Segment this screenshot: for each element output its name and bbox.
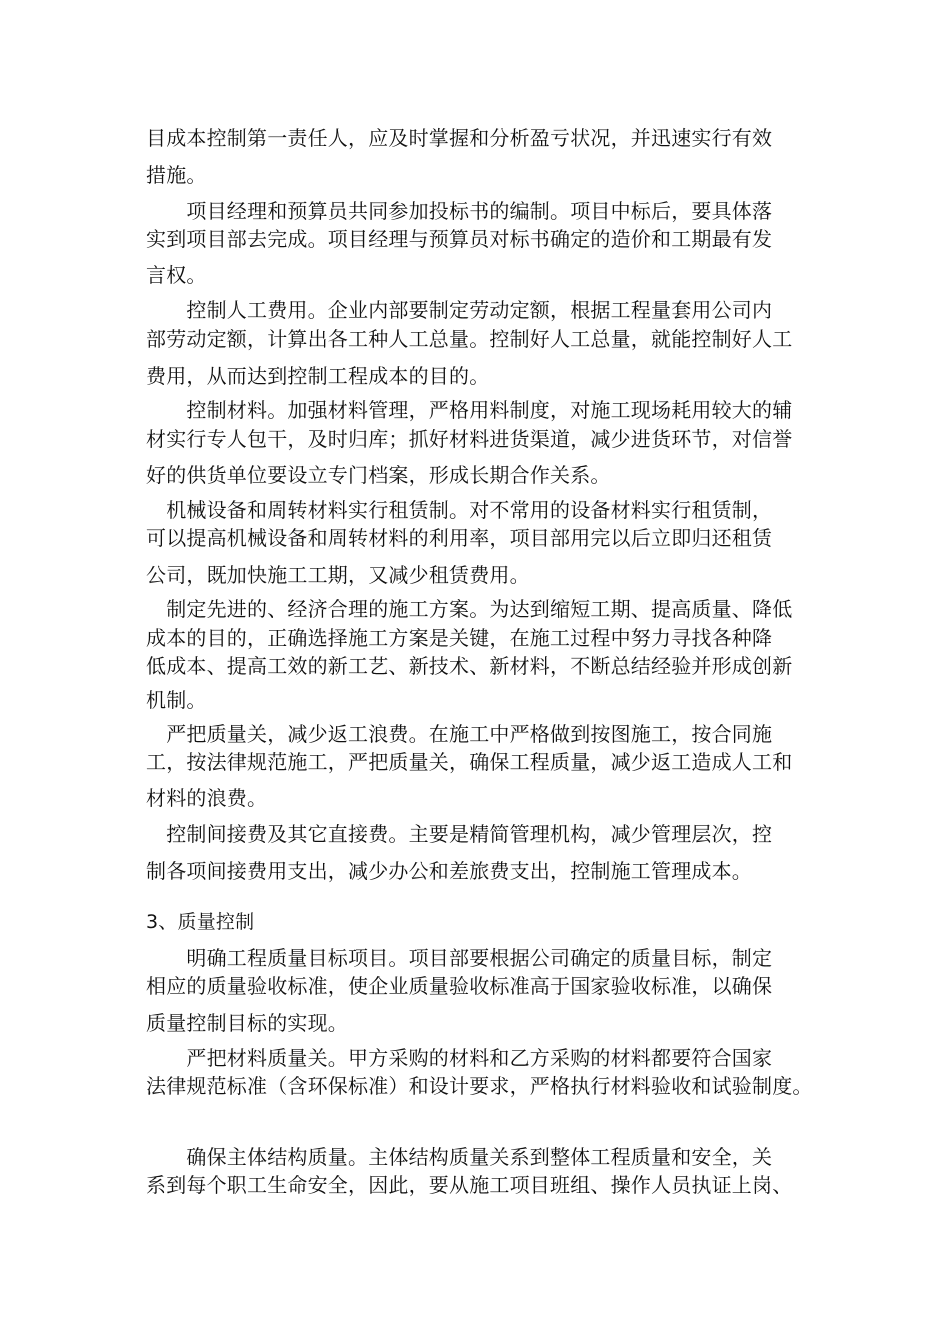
text-line: 可以提高机械设备和周转材料的利用率，项目部用完以后立即归还租赁	[146, 526, 773, 550]
text-line: 确保主体结构质量。主体结构质量关系到整体工程质量和安全，关	[146, 1145, 773, 1169]
text-line: 材实行专人包干，及时归库；抓好材料进货渠道，减少进货环节，对信誉	[146, 427, 793, 451]
text-line: 严把质量关，减少返工浪费。在施工中严格做到按图施工，按合同施	[146, 722, 773, 746]
text-line: 成本的目的，正确选择施工方案是关键，在施工过程中努力寻找各种降	[146, 626, 773, 650]
text-line: 质量控制目标的实现。	[146, 1011, 348, 1035]
text-line: 控制材料。加强材料管理，严格用料制度，对施工现场耗用较大的辅	[146, 398, 793, 422]
text-line: 制定先进的、经济合理的施工方案。为达到缩短工期、提高质量、降低	[146, 597, 793, 621]
text-line: 实到项目部去完成。项目经理与预算员对标书确定的造价和工期最有发	[146, 227, 773, 251]
text-line: 目成本控制第一责任人，应及时掌握和分析盈亏状况，并迅速实行有效	[146, 126, 773, 150]
text-line: 控制间接费及其它直接费。主要是精简管理机构，减少管理层次，控	[146, 822, 773, 846]
text-line: 材料的浪费。	[146, 786, 268, 810]
section-heading: 3、质量控制	[146, 911, 255, 933]
text-line: 法律规范标准（含环保标准）和设计要求，严格执行材料验收和试验制度。	[146, 1074, 813, 1098]
text-line: 相应的质量验收标准，使企业质量验收标准高于国家验收标准，以确保	[146, 974, 773, 998]
text-line: 明确工程质量目标项目。项目部要根据公司确定的质量目标，制定	[146, 946, 773, 970]
text-line: 言权。	[146, 263, 207, 287]
text-line: 工，按法律规范施工，严把质量关，确保工程质量，减少返工造成人工和	[146, 750, 793, 774]
text-line: 公司，既加快施工工期，又减少租赁费用。	[146, 563, 530, 587]
text-line: 机械设备和周转材料实行租赁制。对不常用的设备材料实行租赁制，	[146, 498, 773, 522]
text-line: 制各项间接费用支出，减少办公和差旅费支出，控制施工管理成本。	[146, 859, 752, 883]
text-line: 机制。	[146, 688, 207, 712]
text-line: 费用，从而达到控制工程成本的目的。	[146, 364, 490, 388]
text-line: 部劳动定额，计算出各工种人工总量。控制好人工总量，就能控制好人工	[146, 327, 793, 351]
text-line: 系到每个职工生命安全，因此，要从施工项目班组、操作人员执证上岗、	[146, 1173, 793, 1197]
text-line: 严把材料质量关。甲方采购的材料和乙方采购的材料都要符合国家	[146, 1046, 773, 1070]
text-line: 项目经理和预算员共同参加投标书的编制。项目中标后，要具体落	[146, 199, 773, 223]
text-line: 控制人工费用。企业内部要制定劳动定额，根据工程量套用公司内	[146, 298, 773, 322]
text-line: 好的供货单位要设立专门档案，形成长期合作关系。	[146, 463, 611, 487]
text-line: 低成本、提高工效的新工艺、新技术、新材料，不断总结经验并形成创新	[146, 654, 793, 678]
text-line: 措施。	[146, 163, 207, 187]
